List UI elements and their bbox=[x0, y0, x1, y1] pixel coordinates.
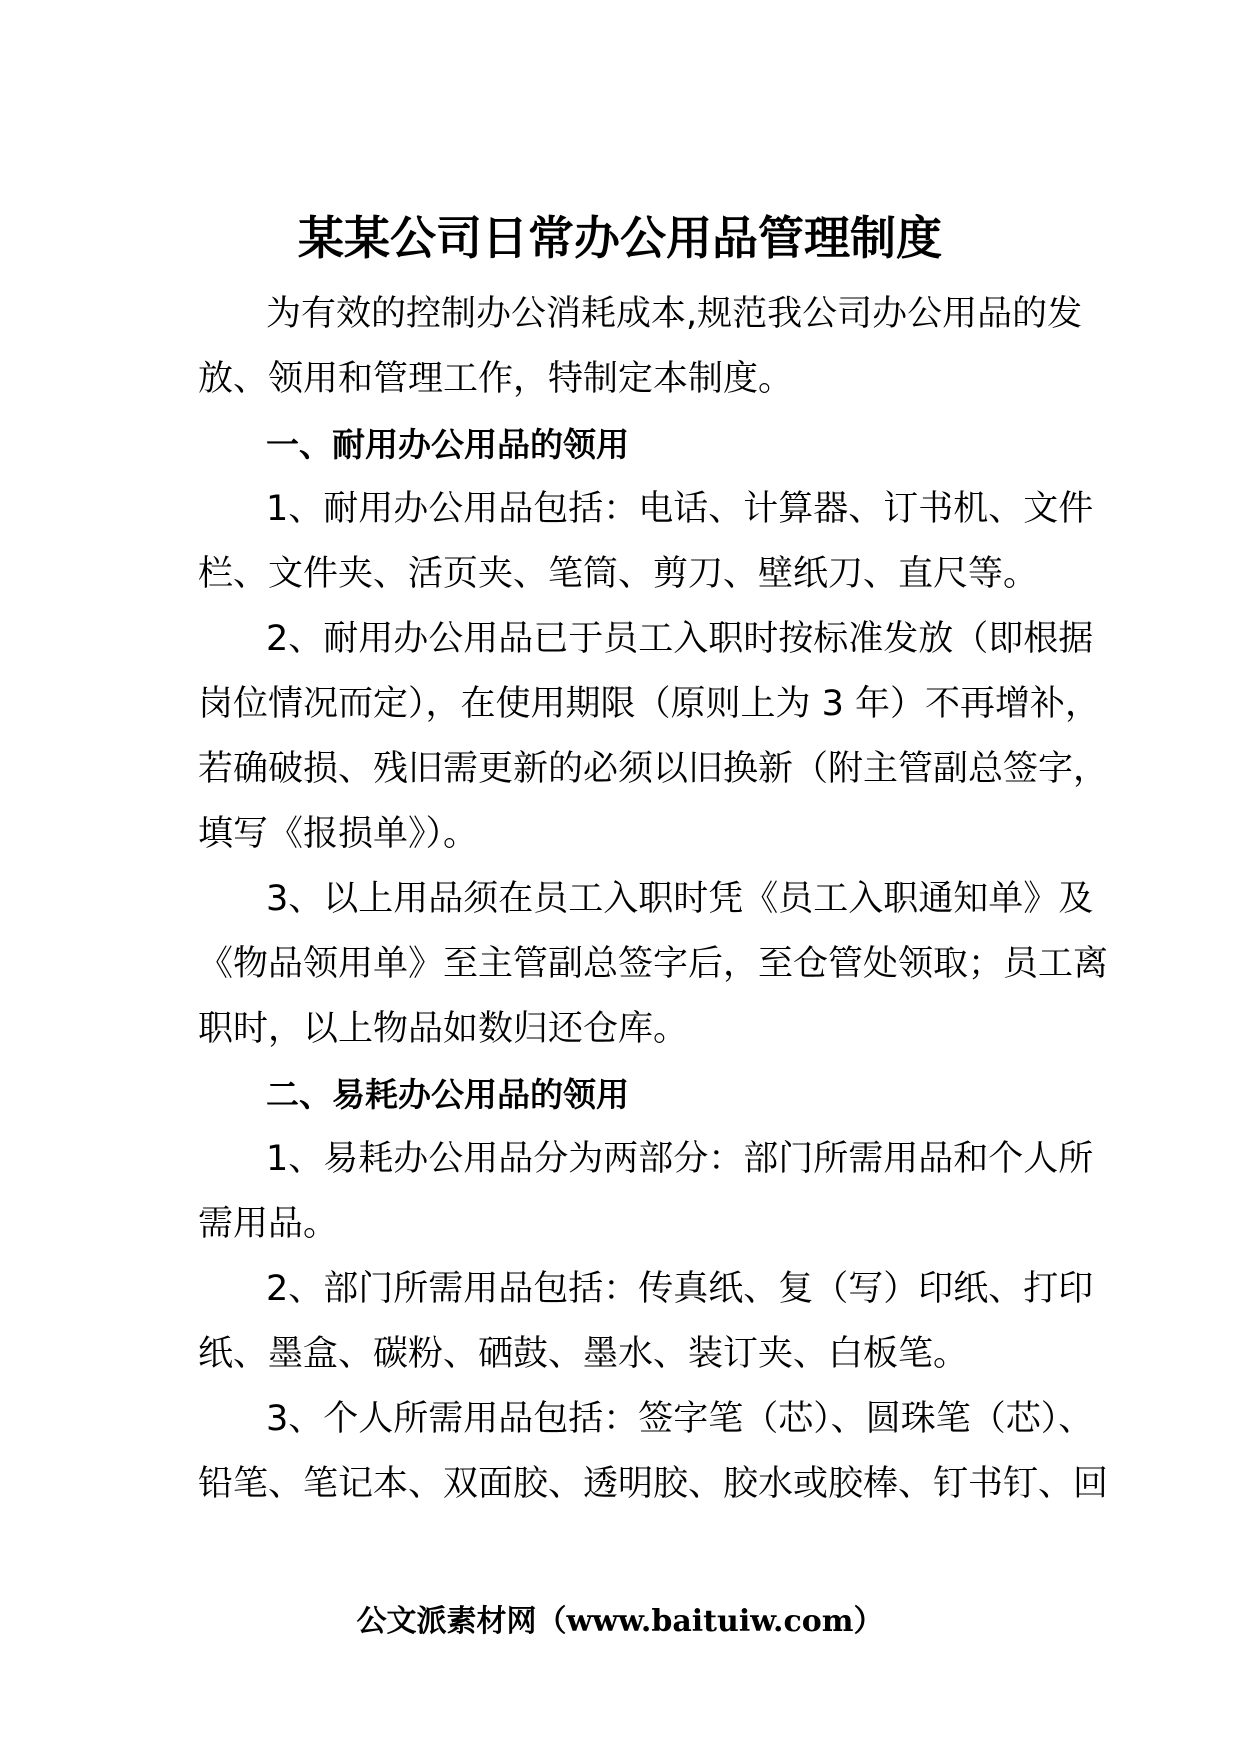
intro-paragraph bbox=[198, 282, 1098, 412]
section-heading-text: 二、易耗办公用品的领用 bbox=[266, 1075, 629, 1114]
section-heading-2 bbox=[198, 1062, 1098, 1127]
section-heading-text: 一、耐用办公用品的领用 bbox=[266, 425, 629, 464]
paragraph-line: 3、以上用品须在员工入职时凭《员工入职通知单》及 bbox=[266, 879, 1094, 919]
paragraph-line: 需用品。 bbox=[198, 1204, 339, 1244]
paragraph-line: 1、易耗办公用品分为两部分：部门所需用品和个人所 bbox=[266, 1139, 1094, 1179]
page-footer: 公文派素材网（www.baituiw.com） bbox=[356, 1604, 884, 1639]
section-1-item-3 bbox=[198, 867, 1109, 1062]
paragraph-line: 栏、文件夹、活页夹、笔筒、剪刀、壁纸刀、直尺等。 bbox=[198, 554, 1039, 594]
paragraph-line: 2、耐用办公用品已于员工入职时按标准发放（即根据 bbox=[266, 619, 1094, 659]
paragraph-line: 若确破损、残旧需更新的必须以旧换新（附主管副总签字， bbox=[198, 749, 1109, 789]
paragraph-line: 2、部门所需用品包括：传真纸、复（写）印纸、打印 bbox=[266, 1269, 1094, 1309]
paragraph-line: 3、个人所需用品包括：签字笔（芯）、圆珠笔（芯）、 bbox=[266, 1399, 1094, 1439]
section-1-item-1 bbox=[198, 477, 1098, 607]
paragraph-line: 《物品领用单》至主管副总签字后，至仓管处领取；员工离 bbox=[198, 944, 1109, 984]
paragraph-line: 填写《报损单》）。 bbox=[198, 814, 479, 854]
section-heading-1 bbox=[198, 412, 1098, 477]
paragraph-line: 纸、墨盒、碳粉、硒鼓、墨水、装订夹、白板笔。 bbox=[198, 1334, 969, 1374]
page-title: 某某公司日常办公用品管理制度 bbox=[298, 211, 942, 265]
paragraph-line: 为有效的控制办公消耗成本,规范我公司办公用品的发 bbox=[266, 294, 1083, 334]
section-1-item-2 bbox=[198, 607, 1109, 867]
paragraph-line: 职时，以上物品如数归还仓库。 bbox=[198, 1009, 689, 1049]
section-2-item-1 bbox=[198, 1127, 1098, 1257]
paragraph-line: 放、领用和管理工作，特制定本制度。 bbox=[198, 359, 794, 399]
paragraph-line: 铅笔、笔记本、双面胶、透明胶、胶水或胶棒、钉书钉、回 bbox=[198, 1464, 1109, 1504]
section-2-item-3 bbox=[198, 1387, 1109, 1517]
paragraph-line: 岗位情况而定），在使用期限（原则上为 3 年）不再增补， bbox=[198, 684, 1101, 724]
document-body bbox=[198, 282, 1109, 1517]
paragraph-line: 1、耐用办公用品包括：电话、计算器、订书机、文件 bbox=[266, 489, 1094, 529]
section-2-item-2 bbox=[198, 1257, 1098, 1387]
